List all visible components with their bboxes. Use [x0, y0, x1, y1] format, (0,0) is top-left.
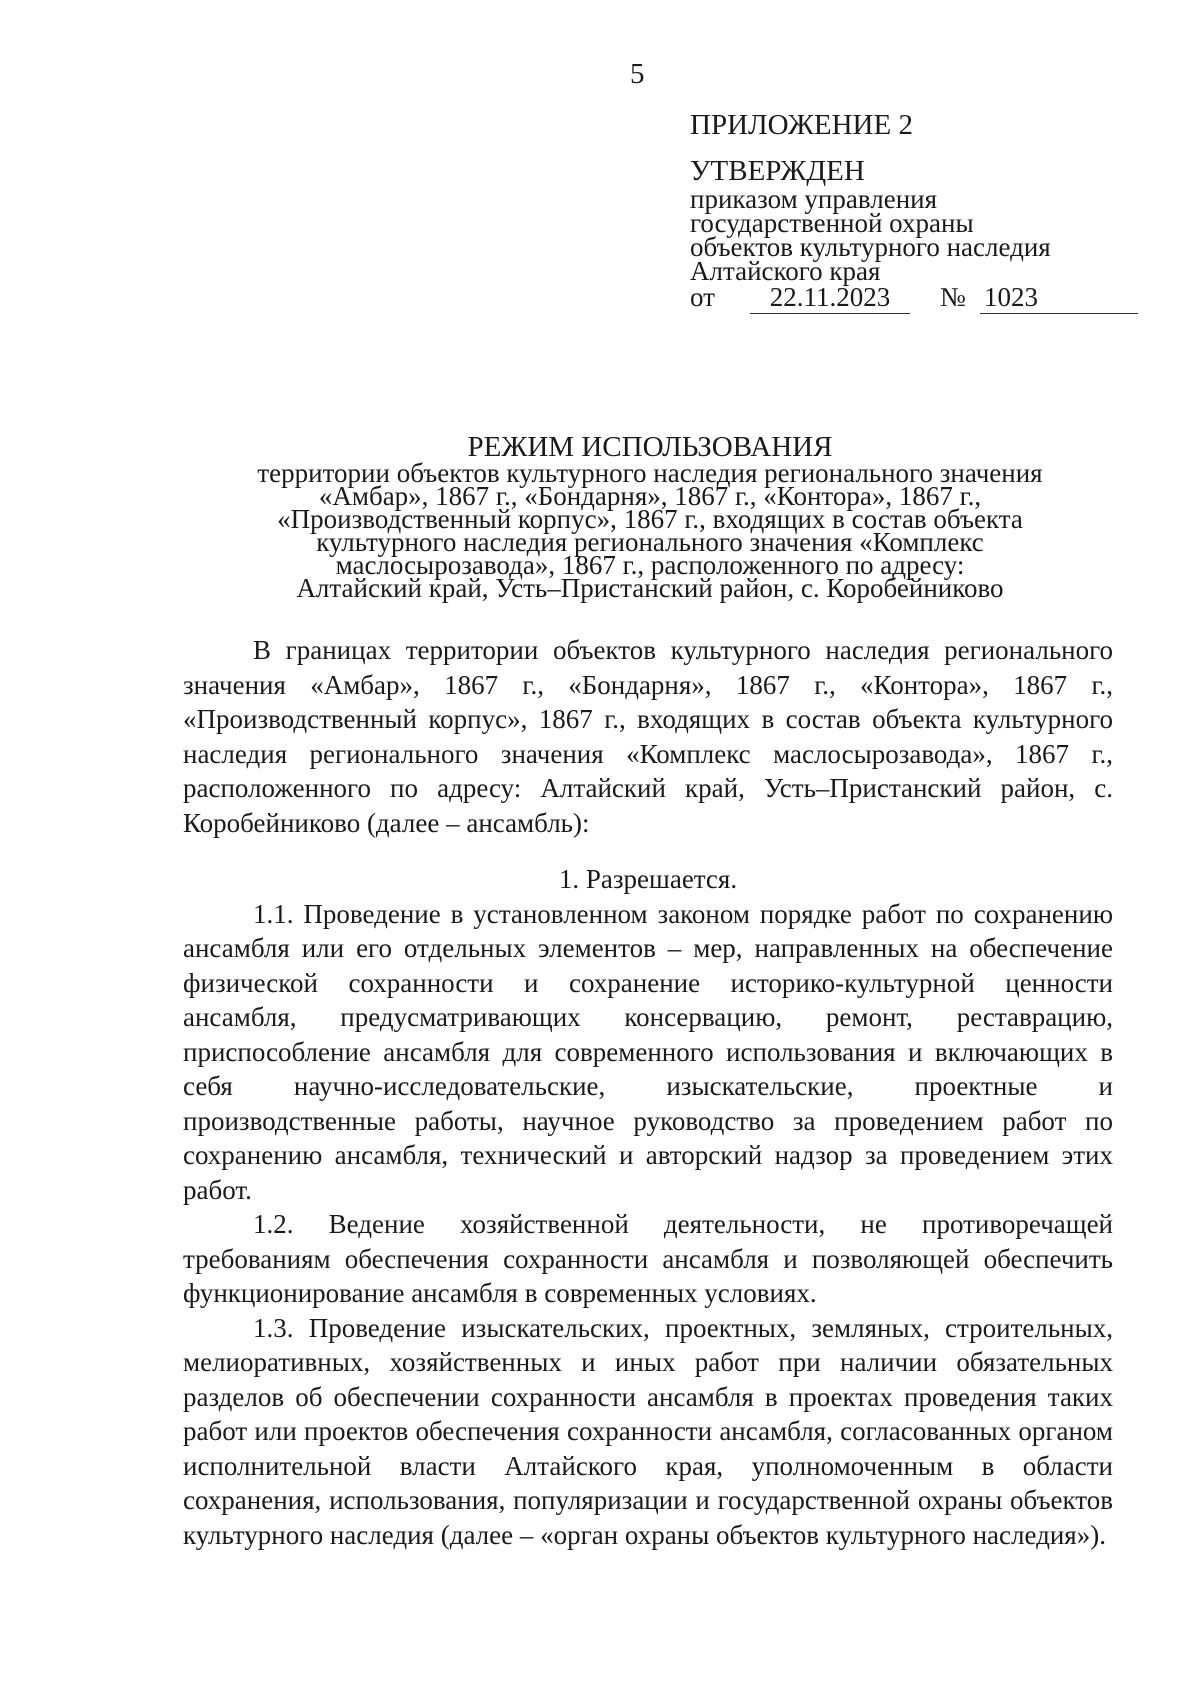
- document-title: РЕЖИМ ИСПОЛЬЗОВАНИЯ: [467, 431, 833, 463]
- date-prefix: от: [690, 282, 715, 312]
- approval-line: объектов культурного наследия: [690, 232, 1051, 262]
- title-subline: «Производственный корпус», 1867 г., входящих в состав объекта: [277, 504, 1023, 534]
- intro-paragraph: В границах территории объектов культурного наследия регионального значения «Амбар», 1867 г., «Бондарня», 1867 г., «Контора», 1867 г., «Производственный корпус», 1867 г., входящих в состав объекта культурного наследия регионального значения «Комплекс маслосырозавода», 1867 г., расположенного по адресу: Алтайский край, Усть–Пристанский район, с. Коробейниково (далее – ансамбль):: [183, 635, 1113, 838]
- approval-title: УТВЕРЖДЕН: [690, 155, 865, 187]
- number-sign: №: [940, 282, 966, 312]
- approval-date: 22.11.2023: [750, 281, 910, 314]
- approval-date-row: [690, 281, 1138, 314]
- document-body: [183, 633, 1113, 1552]
- clause-1-1: 1.1. Проведение в установленном законом порядке работ по сохранению ансамбля или его отдельных элементов – мер, направленных на обеспечение физической сохранности и сохранение историко-культурной ценности ансамбля, предусматривающих консервацию, ремонт, реставрацию, приспособление ансамбля для современного использования и включающих в себя научно-исследовательские, изыскательские, проектные и производственные работы, научное руководство за проведением работ по сохранению ансамбля, технический и авторский надзор за проведением этих работ.: [183, 898, 1113, 1205]
- approval-block: [690, 155, 1051, 286]
- clause-1-2: 1.2. Ведение хозяйственной деятельности, не противоречащей требованиям обеспечения сохранности ансамбля и позволяющей обеспечить функционирование ансамбля в современных условиях.: [183, 1209, 1113, 1308]
- title-subline: «Амбар», 1867 г., «Бондарня», 1867 г., «Контора», 1867 г.,: [318, 481, 982, 511]
- approval-number: 1023: [980, 281, 1138, 314]
- title-subline: культурного наследия регионального значения «Комплекс: [316, 527, 984, 557]
- title-subline: Алтайский край, Усть–Пристанский район, с. Коробейниково: [296, 573, 1004, 603]
- approval-line: государственной охраны: [690, 208, 974, 238]
- clause-1-3: 1.3. Проведение изыскательских, проектных, земляных, строительных, мелиоративных, хозяйственных и иных работ при наличии обязательных разделов об обеспечении сохранности ансамбля в проектах проведения таких работ или проектов обеспечения сохранности ансамбля, согласованных органом исполнительной власти Алтайского края, уполномоченным в области сохранения, использования, популяризации и государственной охраны объектов культурного наследия (далее – «орган охраны объектов культурного наследия»).: [183, 1312, 1113, 1550]
- page-number: 5: [630, 58, 645, 90]
- title-subline: маслосырозавода», 1867 г., расположенного по адресу:: [335, 550, 965, 580]
- appendix-label: ПРИЛОЖЕНИЕ 2: [690, 109, 913, 141]
- document-title-block: [180, 431, 1120, 603]
- approval-line: Алтайского края: [690, 256, 881, 286]
- section-heading: 1. Разрешается.: [558, 864, 738, 894]
- title-subline: территории объектов культурного наследия регионального значения: [257, 458, 1043, 488]
- approval-line: приказом управления: [690, 184, 938, 214]
